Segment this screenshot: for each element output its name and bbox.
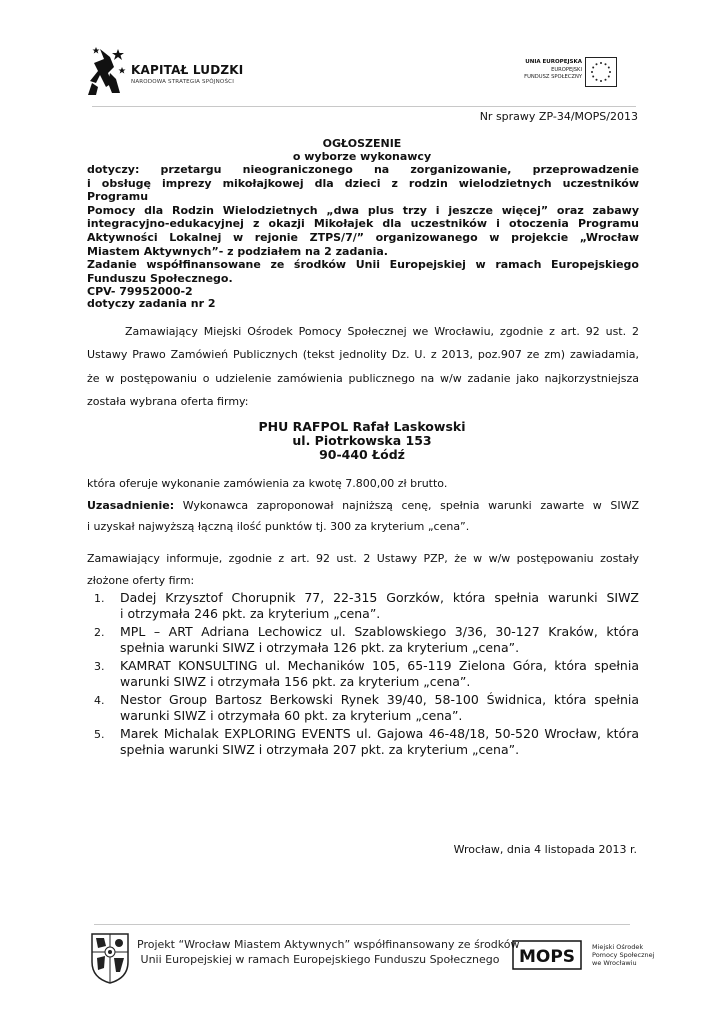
kapital-ludzki-title: KAPITAŁ LUDZKI [131, 63, 244, 77]
eu-label-line3: FUNDUSZ SPOŁECZNY [524, 74, 582, 80]
list-item-line: Dadej Krzysztof Chorupnik 77, 22-315 Gorzków, która spełnia warunki SIWZ [120, 590, 639, 605]
list-item-line: KAMRAT KONSULTING ul. Mechaników 105, 65-119 Zielona Góra, która spełnia [120, 658, 639, 673]
price-line: która oferuje wykonanie zamówienia za kwotę 7.800,00 zł brutto. [87, 477, 448, 490]
body-line: Zamawiający Miejski Ośrodek Pomocy Społecznej we Wrocławiu, zgodnie z art. 92 ust. 2 [125, 325, 639, 338]
justification-line: i uzyskał najwyższą łączną ilość punktów tj. 300 za kryterium „cena”. [87, 520, 470, 533]
list-item-line: i otrzymała 246 pkt. za kryterium „cena”. [120, 605, 381, 621]
body-line: że w postępowaniu o udzielenie zamówienia publicznego na w/w zadanie jako najkorzystniejsza [87, 372, 639, 385]
date-line: Wrocław, dnia 4 listopada 2013 r. [453, 843, 637, 856]
document-title: OGŁOSZENIE [322, 137, 402, 150]
footer-project-line1: Projekt “Wrocław Miastem Aktywnych” współfinansowany ze środków [137, 938, 520, 951]
footer-project-line2: Unii Europejskiej w ramach Europejskiego Funduszu Społecznego [140, 953, 500, 966]
winner-name: PHU RAFPOL Rafał Laskowski [258, 419, 466, 434]
mops-logo-icon [512, 940, 582, 970]
winner-city: 90-440 Łódź [319, 447, 405, 462]
list-item-number: 3. [94, 660, 105, 673]
footer-divider [94, 924, 630, 925]
subject-line: i obsługę imprezy mikołajkowej dla dzieci z rodzin wielodzietnych uczestników Programu [87, 176, 639, 204]
list-item-line: Nestor Group Bartosz Berkowski Rynek 39/40, 58-100 Świdnica, która spełnia [120, 692, 639, 707]
justification-text: Wykonawca zaproponował najniższą cenę, spełnia warunki zawarte w SIWZ [174, 499, 639, 512]
body-line: Ustawy Prawo Zamówień Publicznych (tekst jednolity Dz. U. z 2013, poz.907 ze zm) zawiadamia, [87, 348, 639, 361]
kapital-ludzki-subtitle: NARODOWA STRATEGIA SPÓJNOŚCI [131, 79, 235, 85]
header-divider [92, 106, 636, 107]
document-subtitle: o wyborze wykonawcy [292, 150, 432, 163]
justification-label: Uzasadnienie: [87, 499, 175, 512]
list-item-line: warunki SIWZ i otrzymała 60 pkt. za kryterium „cena”. [120, 707, 463, 723]
mops-label-line3: we Wrocławiu [592, 959, 637, 967]
mops-label-line2: Pomocy Społecznej [592, 951, 655, 959]
task-number: dotyczy zadania nr 2 [87, 297, 216, 310]
list-item-line: Marek Michalak EXPLORING EVENTS ul. Gajowa 46-48/18, 50-520 Wrocław, która [120, 726, 639, 741]
justification-line [87, 499, 639, 512]
eu-flag-icon [585, 57, 617, 87]
list-item-number: 4. [94, 694, 105, 707]
subject-line: Pomocy dla Rodzin Wielodzietnych „dwa plus trzy i jeszcze więcej” oraz zabawy [87, 203, 639, 217]
subject-line: Funduszu Społecznego. [87, 271, 233, 285]
eu-label-line2: EUROPEJSKI [551, 67, 582, 73]
list-item-line: warunki SIWZ i otrzymała 156 pkt. za kryterium „cena”. [120, 673, 471, 689]
list-item-line: MPL – ART Adriana Lechowicz ul. Szablowskiego 3/36, 30-127 Kraków, która [120, 624, 639, 639]
subject-line: integracyjno-edukacyjnej z okazji Mikołajek dla uczestników i otoczenia Programu [87, 217, 639, 231]
subject-line: dotyczy: przetargu nieograniczonego na zorganizowanie, przeprowadzenie [87, 163, 639, 176]
subject-block [87, 163, 639, 299]
case-number: Nr sprawy ZP-34/MOPS/2013 [479, 110, 638, 123]
list-item-number: 1. [94, 592, 105, 605]
cpv-code: CPV- 79952000-2 [87, 285, 193, 299]
subject-line: Zadanie współfinansowane ze środków Unii Europejskiej w ramach Europejskiego [87, 258, 639, 272]
list-item-line: spełnia warunki SIWZ i otrzymała 207 pkt. za kryterium „cena”. [120, 741, 520, 757]
body-line: została wybrana oferta firmy: [87, 395, 249, 408]
list-item-number: 2. [94, 626, 105, 639]
mops-label-line1: Miejski Ośrodek [592, 943, 644, 951]
mops-logo-text: MOPS [518, 947, 576, 967]
inform-line: złożone oferty firm: [87, 574, 195, 587]
eu-label-line1: UNIA EUROPEJSKA [525, 59, 582, 65]
inform-line: Zamawiający informuje, zgodnie z art. 92 ust. 2 Ustawy PZP, że w w/w postępowaniu zostały [87, 552, 639, 565]
subject-line: Aktywności Lokalnej w rejonie ZTPS/7/” organizowanego w projekcie „Wrocław [87, 230, 639, 244]
wroclaw-crest-icon [90, 932, 130, 984]
list-item-number: 5. [94, 728, 105, 741]
winner-street: ul. Piotrkowska 153 [292, 433, 432, 448]
list-item-line: spełnia warunki SIWZ i otrzymała 126 pkt. za kryterium „cena”. [120, 639, 520, 655]
subject-line: Miastem Aktywnych”- z podziałem na 2 zadania. [87, 244, 388, 258]
